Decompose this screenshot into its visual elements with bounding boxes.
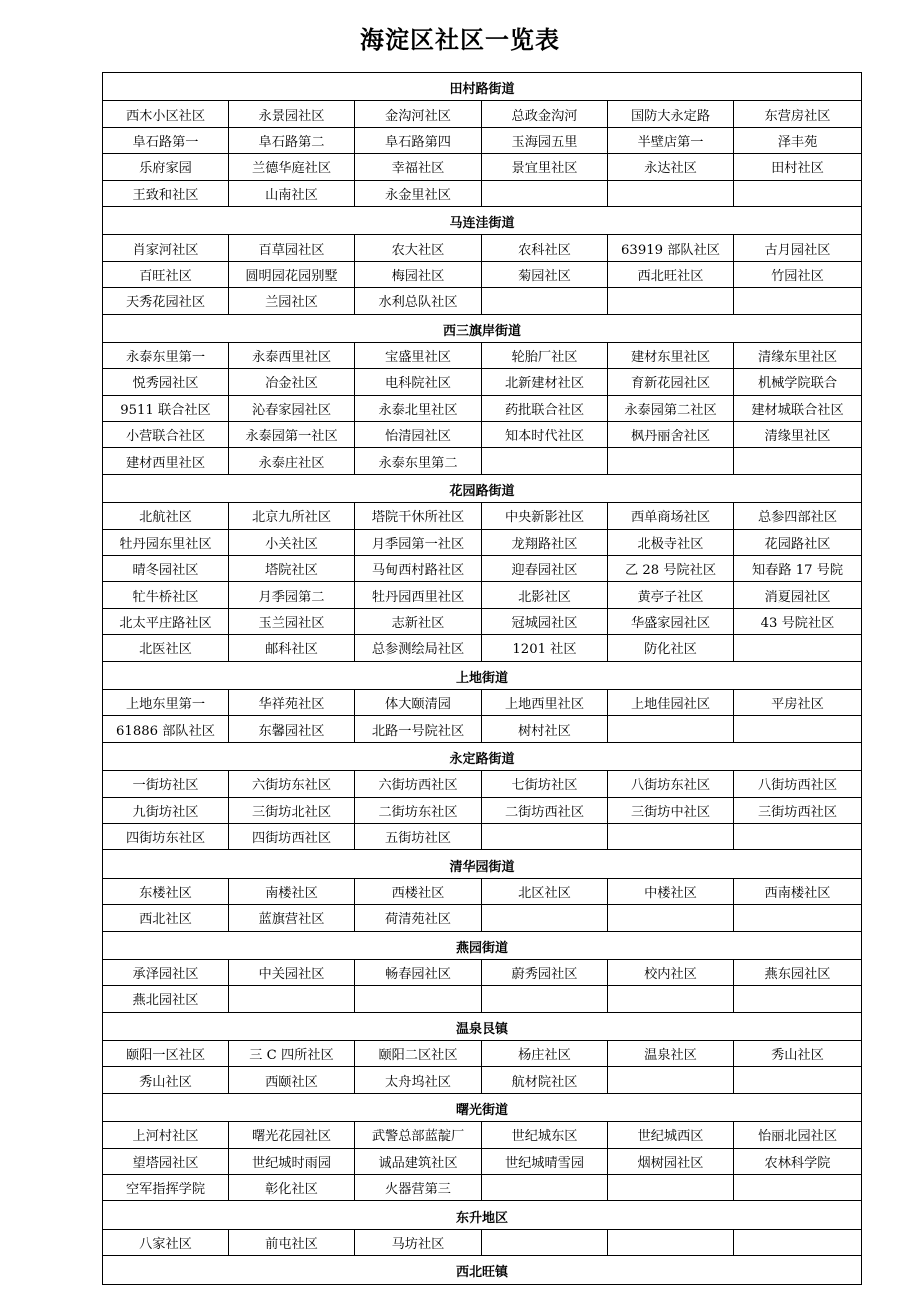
community-table xyxy=(102,72,862,1285)
community-cell: 永景园社区 xyxy=(229,101,355,127)
community-cell: 肖家河社区 xyxy=(103,235,229,261)
community-cell xyxy=(734,288,862,314)
community-cell: 兰园社区 xyxy=(229,288,355,314)
community-cell xyxy=(608,288,734,314)
table-row xyxy=(103,1067,862,1093)
community-cell: 总参测绘局社区 xyxy=(355,635,482,661)
community-cell: 三街坊北社区 xyxy=(229,797,355,823)
community-cell: 世纪城东区 xyxy=(482,1122,608,1148)
community-cell: 中楼社区 xyxy=(608,878,734,904)
community-cell: 北京九所社区 xyxy=(229,503,355,529)
community-cell: 百旺社区 xyxy=(103,261,229,287)
community-cell: 晴冬园社区 xyxy=(103,556,229,582)
section-header: 花园路街道 xyxy=(103,474,862,502)
community-cell: 牤牛桥社区 xyxy=(103,582,229,608)
community-table-body xyxy=(103,73,862,1285)
section-header: 东升地区 xyxy=(103,1201,862,1229)
community-cell: 乐府家园 xyxy=(103,154,229,180)
section-header-row xyxy=(103,850,862,878)
community-cell xyxy=(608,1229,734,1255)
community-cell: 华祥苑社区 xyxy=(229,689,355,715)
community-cell: 永泰北里社区 xyxy=(355,395,482,421)
community-cell: 永泰东里第二 xyxy=(355,448,482,474)
table-row xyxy=(103,1148,862,1174)
community-cell xyxy=(482,823,608,849)
community-cell: 承泽园社区 xyxy=(103,959,229,985)
section-header-row xyxy=(103,474,862,502)
community-cell: 彰化社区 xyxy=(229,1175,355,1201)
community-cell: 9511 联合社区 xyxy=(103,395,229,421)
community-cell: 悦秀园社区 xyxy=(103,369,229,395)
section-header-row xyxy=(103,1201,862,1229)
community-cell: 牡丹园西里社区 xyxy=(355,582,482,608)
community-cell: 上地佳园社区 xyxy=(608,689,734,715)
community-cell xyxy=(608,823,734,849)
table-row xyxy=(103,905,862,931)
community-cell: 国防大永定路 xyxy=(608,101,734,127)
section-header: 温泉艮镇 xyxy=(103,1012,862,1040)
community-cell: 北太平庄路社区 xyxy=(103,608,229,634)
community-cell: 四街坊东社区 xyxy=(103,823,229,849)
table-row xyxy=(103,608,862,634)
community-cell: 树村社区 xyxy=(482,716,608,742)
community-cell xyxy=(734,1175,862,1201)
community-cell: 轮胎厂社区 xyxy=(482,342,608,368)
table-row xyxy=(103,154,862,180)
section-header-row xyxy=(103,314,862,342)
table-row xyxy=(103,261,862,287)
community-cell: 菊园社区 xyxy=(482,261,608,287)
community-cell: 火器营第三 xyxy=(355,1175,482,1201)
table-row xyxy=(103,1229,862,1255)
community-cell: 颐阳二区社区 xyxy=(355,1041,482,1067)
community-cell: 八街坊东社区 xyxy=(608,771,734,797)
community-cell: 景宜里社区 xyxy=(482,154,608,180)
community-cell: 乙 28 号院社区 xyxy=(608,556,734,582)
community-cell: 航材院社区 xyxy=(482,1067,608,1093)
section-header: 曙光街道 xyxy=(103,1093,862,1121)
community-cell: 二街坊东社区 xyxy=(355,797,482,823)
community-cell: 黄亭子社区 xyxy=(608,582,734,608)
community-cell: 北新建材社区 xyxy=(482,369,608,395)
community-cell: 北路一号院社区 xyxy=(355,716,482,742)
community-cell: 东营房社区 xyxy=(734,101,862,127)
community-cell xyxy=(482,288,608,314)
community-cell xyxy=(734,180,862,206)
community-cell: 北极寺社区 xyxy=(608,529,734,555)
community-cell: 烟树园社区 xyxy=(608,1148,734,1174)
community-cell: 杨庄社区 xyxy=(482,1041,608,1067)
community-cell: 永泰西里社区 xyxy=(229,342,355,368)
community-cell: 七街坊社区 xyxy=(482,771,608,797)
table-row xyxy=(103,342,862,368)
community-cell: 幸福社区 xyxy=(355,154,482,180)
community-cell: 西北旺社区 xyxy=(608,261,734,287)
community-cell: 总政金沟河 xyxy=(482,101,608,127)
community-cell: 清缘东里社区 xyxy=(734,342,862,368)
community-cell: 建材东里社区 xyxy=(608,342,734,368)
community-cell: 前屯社区 xyxy=(229,1229,355,1255)
community-cell: 电科院社区 xyxy=(355,369,482,395)
community-cell: 三街坊西社区 xyxy=(734,797,862,823)
community-cell: 西颐社区 xyxy=(229,1067,355,1093)
community-cell xyxy=(608,1067,734,1093)
community-cell: 西南楼社区 xyxy=(734,878,862,904)
community-cell: 蔚秀园社区 xyxy=(482,959,608,985)
section-header: 清华园街道 xyxy=(103,850,862,878)
community-cell: 泽丰苑 xyxy=(734,127,862,153)
community-cell: 三街坊中社区 xyxy=(608,797,734,823)
community-cell: 消夏园社区 xyxy=(734,582,862,608)
community-cell: 马甸西村路社区 xyxy=(355,556,482,582)
table-row xyxy=(103,127,862,153)
community-cell: 阜石路第二 xyxy=(229,127,355,153)
table-row xyxy=(103,716,862,742)
section-header: 永定路街道 xyxy=(103,742,862,770)
community-cell: 百草园社区 xyxy=(229,235,355,261)
community-cell: 怡清园社区 xyxy=(355,422,482,448)
community-cell xyxy=(482,1229,608,1255)
community-cell xyxy=(608,180,734,206)
section-header-row xyxy=(103,206,862,234)
community-cell: 一街坊社区 xyxy=(103,771,229,797)
table-row xyxy=(103,689,862,715)
community-cell: 西楼社区 xyxy=(355,878,482,904)
community-cell: 金沟河社区 xyxy=(355,101,482,127)
community-cell: 世纪城晴雪园 xyxy=(482,1148,608,1174)
community-cell: 建材城联合社区 xyxy=(734,395,862,421)
community-cell: 荷清苑社区 xyxy=(355,905,482,931)
table-row xyxy=(103,556,862,582)
community-cell: 知本时代社区 xyxy=(482,422,608,448)
community-cell: 小营联合社区 xyxy=(103,422,229,448)
table-row xyxy=(103,582,862,608)
community-cell: 秀山社区 xyxy=(103,1067,229,1093)
community-cell: 43 号院社区 xyxy=(734,608,862,634)
table-row xyxy=(103,1041,862,1067)
section-header-row xyxy=(103,1256,862,1284)
community-cell: 六街坊西社区 xyxy=(355,771,482,797)
table-row xyxy=(103,395,862,421)
community-cell: 北影社区 xyxy=(482,582,608,608)
community-cell xyxy=(608,448,734,474)
community-cell: 武警总部蓝靛厂 xyxy=(355,1122,482,1148)
community-cell: 塔院干休所社区 xyxy=(355,503,482,529)
table-row xyxy=(103,1122,862,1148)
community-cell: 机械学院联合 xyxy=(734,369,862,395)
community-cell xyxy=(734,716,862,742)
table-row xyxy=(103,635,862,661)
community-cell: 63919 部队社区 xyxy=(608,235,734,261)
community-cell: 校内社区 xyxy=(608,959,734,985)
table-row xyxy=(103,797,862,823)
community-cell: 育新花园社区 xyxy=(608,369,734,395)
community-cell: 迎春园社区 xyxy=(482,556,608,582)
community-cell: 阜石路第一 xyxy=(103,127,229,153)
community-cell: 体大颐清园 xyxy=(355,689,482,715)
community-cell: 田村社区 xyxy=(734,154,862,180)
community-cell: 梅园社区 xyxy=(355,261,482,287)
community-cell: 上地西里社区 xyxy=(482,689,608,715)
community-cell: 沁春家园社区 xyxy=(229,395,355,421)
community-cell: 水利总队社区 xyxy=(355,288,482,314)
community-cell: 北区社区 xyxy=(482,878,608,904)
community-cell: 防化社区 xyxy=(608,635,734,661)
community-cell: 南楼社区 xyxy=(229,878,355,904)
community-cell: 平房社区 xyxy=(734,689,862,715)
community-cell: 二街坊西社区 xyxy=(482,797,608,823)
community-cell xyxy=(229,986,355,1012)
community-cell: 永泰园第二社区 xyxy=(608,395,734,421)
community-cell: 竹园社区 xyxy=(734,261,862,287)
community-cell: 上河村社区 xyxy=(103,1122,229,1148)
table-row xyxy=(103,101,862,127)
section-header-row xyxy=(103,73,862,101)
community-cell: 蓝旗营社区 xyxy=(229,905,355,931)
community-cell xyxy=(608,1175,734,1201)
community-cell: 永泰园第一社区 xyxy=(229,422,355,448)
community-cell: 太舟坞社区 xyxy=(355,1067,482,1093)
community-cell: 九街坊社区 xyxy=(103,797,229,823)
community-cell: 八家社区 xyxy=(103,1229,229,1255)
community-cell: 王致和社区 xyxy=(103,180,229,206)
community-cell: 西单商场社区 xyxy=(608,503,734,529)
community-cell: 永达社区 xyxy=(608,154,734,180)
section-header: 燕园街道 xyxy=(103,931,862,959)
community-cell: 药批联合社区 xyxy=(482,395,608,421)
section-header: 西北旺镇 xyxy=(103,1256,862,1284)
community-cell: 六街坊东社区 xyxy=(229,771,355,797)
community-cell: 宝盛里社区 xyxy=(355,342,482,368)
community-cell: 天秀花园社区 xyxy=(103,288,229,314)
community-cell: 中央新影社区 xyxy=(482,503,608,529)
community-cell: 诚品建筑社区 xyxy=(355,1148,482,1174)
section-header-row xyxy=(103,931,862,959)
table-row xyxy=(103,1175,862,1201)
community-cell: 农林科学院 xyxy=(734,1148,862,1174)
community-cell: 三 C 四所社区 xyxy=(229,1041,355,1067)
community-cell: 北航社区 xyxy=(103,503,229,529)
community-cell: 月季园第二 xyxy=(229,582,355,608)
community-cell: 永泰庄社区 xyxy=(229,448,355,474)
community-cell xyxy=(482,180,608,206)
community-cell: 61886 部队社区 xyxy=(103,716,229,742)
community-cell: 四街坊西社区 xyxy=(229,823,355,849)
community-cell: 山南社区 xyxy=(229,180,355,206)
section-header: 西三旗岸街道 xyxy=(103,314,862,342)
section-header-row xyxy=(103,661,862,689)
community-cell: 五街坊社区 xyxy=(355,823,482,849)
table-row xyxy=(103,986,862,1012)
table-row xyxy=(103,771,862,797)
community-cell xyxy=(355,986,482,1012)
community-cell: 农大社区 xyxy=(355,235,482,261)
community-cell: 八街坊西社区 xyxy=(734,771,862,797)
community-cell: 东楼社区 xyxy=(103,878,229,904)
community-cell: 西木小区社区 xyxy=(103,101,229,127)
community-cell: 华盛家园社区 xyxy=(608,608,734,634)
community-cell: 玉海园五里 xyxy=(482,127,608,153)
table-row xyxy=(103,823,862,849)
community-cell: 秀山社区 xyxy=(734,1041,862,1067)
community-cell: 曙光花园社区 xyxy=(229,1122,355,1148)
community-cell: 小关社区 xyxy=(229,529,355,555)
section-header: 马连洼街道 xyxy=(103,206,862,234)
community-cell: 畅春园社区 xyxy=(355,959,482,985)
table-row xyxy=(103,288,862,314)
community-cell: 永金里社区 xyxy=(355,180,482,206)
community-cell xyxy=(734,1229,862,1255)
community-cell: 西北社区 xyxy=(103,905,229,931)
community-cell: 枫丹丽舍社区 xyxy=(608,422,734,448)
community-cell: 世纪城西区 xyxy=(608,1122,734,1148)
community-cell: 兰德华庭社区 xyxy=(229,154,355,180)
community-cell: 怡丽北园社区 xyxy=(734,1122,862,1148)
section-header-row xyxy=(103,1012,862,1040)
section-header-row xyxy=(103,742,862,770)
table-row xyxy=(103,503,862,529)
section-header-row xyxy=(103,1093,862,1121)
table-row xyxy=(103,422,862,448)
community-cell: 北医社区 xyxy=(103,635,229,661)
community-cell: 颐阳一区社区 xyxy=(103,1041,229,1067)
community-cell: 花园路社区 xyxy=(734,529,862,555)
community-cell: 1201 社区 xyxy=(482,635,608,661)
community-cell: 邮科社区 xyxy=(229,635,355,661)
community-cell: 世纪城时雨园 xyxy=(229,1148,355,1174)
community-cell: 玉兰园社区 xyxy=(229,608,355,634)
community-cell xyxy=(734,823,862,849)
table-row xyxy=(103,448,862,474)
community-cell: 东馨园社区 xyxy=(229,716,355,742)
community-cell xyxy=(482,1175,608,1201)
community-cell: 牡丹园东里社区 xyxy=(103,529,229,555)
community-cell: 冶金社区 xyxy=(229,369,355,395)
community-cell xyxy=(482,905,608,931)
community-cell: 塔院社区 xyxy=(229,556,355,582)
community-cell: 冠城园社区 xyxy=(482,608,608,634)
community-cell: 中关园社区 xyxy=(229,959,355,985)
community-cell xyxy=(608,905,734,931)
community-cell xyxy=(734,905,862,931)
community-cell: 古月园社区 xyxy=(734,235,862,261)
community-cell: 半壁店第一 xyxy=(608,127,734,153)
community-cell: 月季园第一社区 xyxy=(355,529,482,555)
community-cell xyxy=(734,1067,862,1093)
table-row xyxy=(103,180,862,206)
community-cell xyxy=(734,448,862,474)
community-cell: 清缘里社区 xyxy=(734,422,862,448)
community-cell xyxy=(608,986,734,1012)
table-row xyxy=(103,878,862,904)
community-cell xyxy=(608,716,734,742)
community-cell xyxy=(482,986,608,1012)
community-cell: 知春路 17 号院 xyxy=(734,556,862,582)
community-cell: 上地东里第一 xyxy=(103,689,229,715)
table-row xyxy=(103,235,862,261)
community-cell: 圆明园花园别墅 xyxy=(229,261,355,287)
table-row xyxy=(103,959,862,985)
page-title: 海淀区社区一览表 xyxy=(360,26,560,54)
community-cell: 农科社区 xyxy=(482,235,608,261)
community-cell: 燕东园社区 xyxy=(734,959,862,985)
table-row xyxy=(103,529,862,555)
community-cell xyxy=(482,448,608,474)
community-cell: 总参四部社区 xyxy=(734,503,862,529)
community-cell: 燕北园社区 xyxy=(103,986,229,1012)
community-cell: 望塔园社区 xyxy=(103,1148,229,1174)
section-header: 田村路街道 xyxy=(103,73,862,101)
community-cell: 龙翔路社区 xyxy=(482,529,608,555)
community-cell: 空军指挥学院 xyxy=(103,1175,229,1201)
community-cell: 建材西里社区 xyxy=(103,448,229,474)
community-cell: 志新社区 xyxy=(355,608,482,634)
community-cell: 温泉社区 xyxy=(608,1041,734,1067)
community-cell: 永泰东里第一 xyxy=(103,342,229,368)
table-row xyxy=(103,369,862,395)
section-header: 上地街道 xyxy=(103,661,862,689)
community-cell: 马坊社区 xyxy=(355,1229,482,1255)
community-cell xyxy=(734,986,862,1012)
community-cell xyxy=(734,635,862,661)
community-cell: 阜石路第四 xyxy=(355,127,482,153)
